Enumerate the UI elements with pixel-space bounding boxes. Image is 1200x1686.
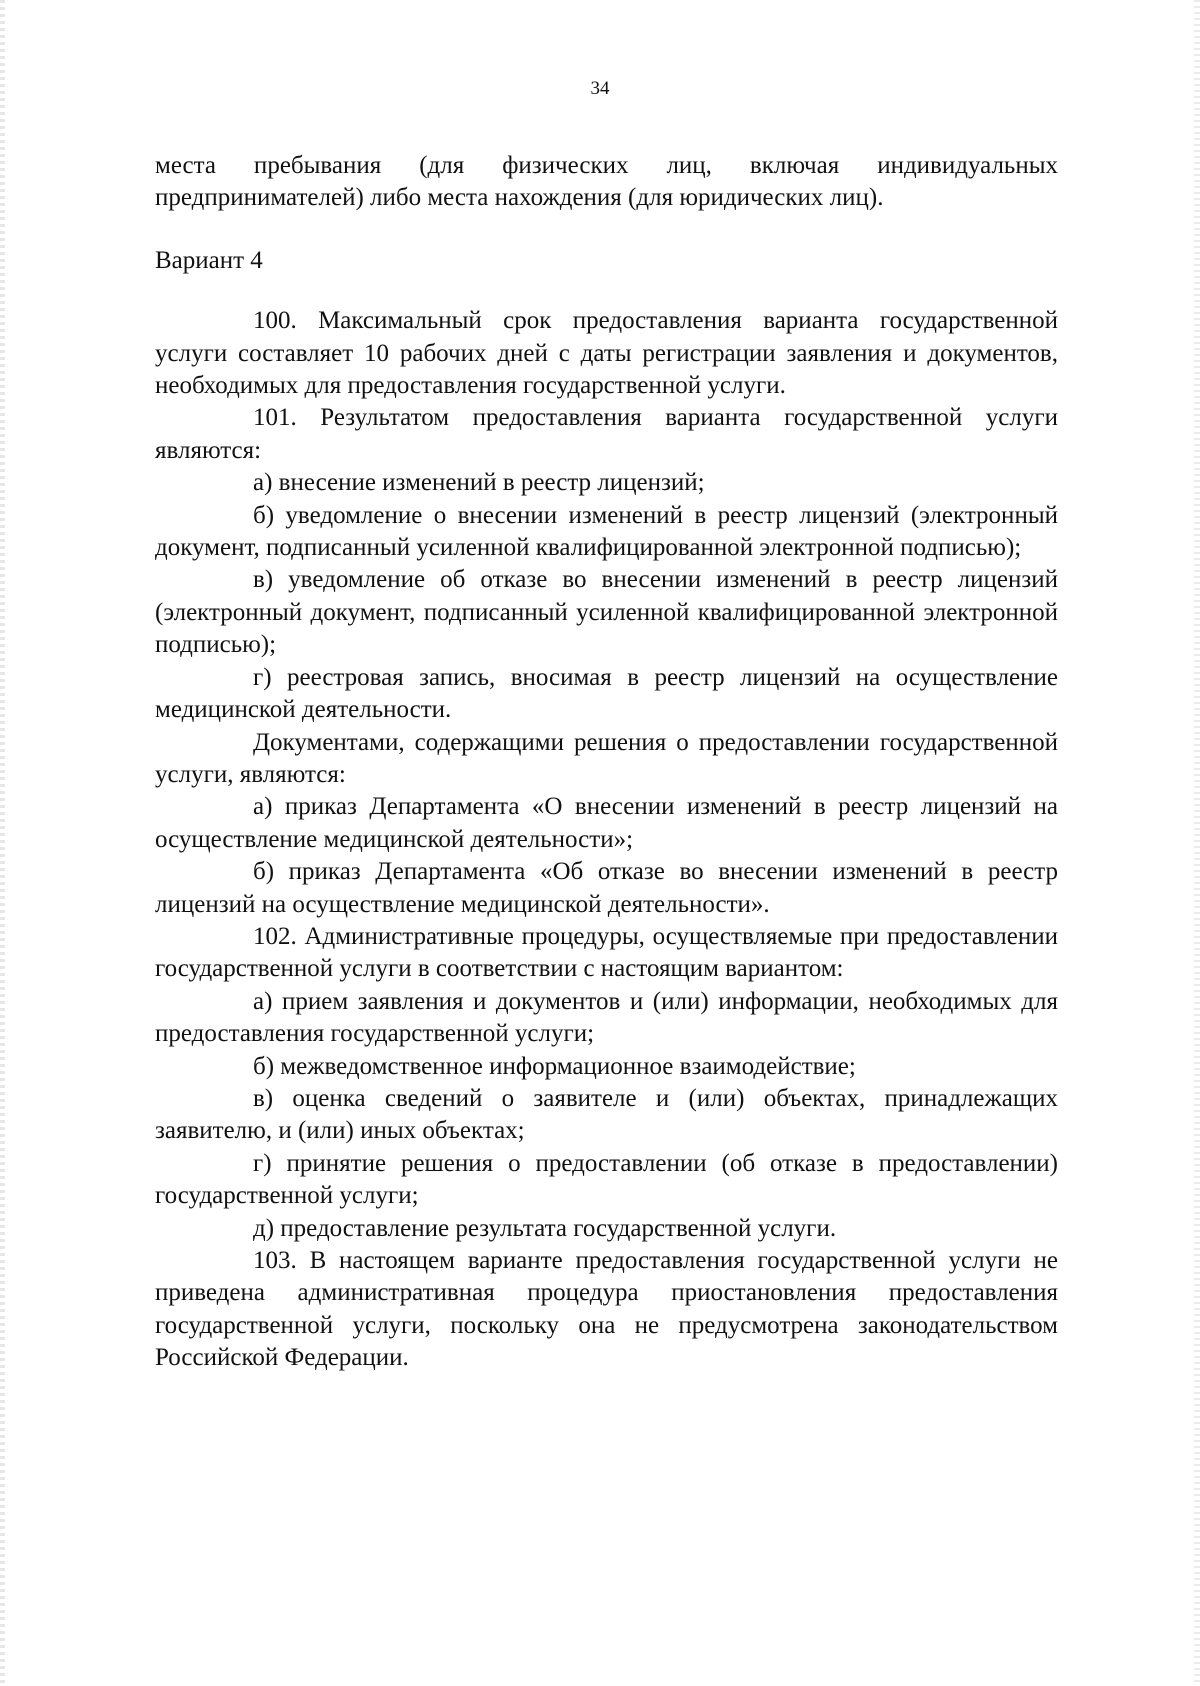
list-item-101a: а) внесение изменений в реестр лицензий; [253,469,705,497]
list-item-101v: в) уведомление об отказе во внесении изменений в реестр лицензий (электронный документ, подписанный усиленной квалифицированной электронной подписью); [155,566,1058,659]
list-item-102d: д) предоставление результата государственной услуги. [253,1214,837,1242]
paragraph-continuation: места пребывания (для физических лиц, включая индивидуальных предпринимателей) либо места нахождения (для юридических лиц). [155,152,1058,212]
page-number: 34 [590,78,610,99]
list-item-102b: б) межведомственное информационное взаимодействие; [253,1052,856,1080]
list-item-doc-b: б) приказ Департамента «Об отказе во внесении изменений в реестр лицензий на осуществление медицинской деятельности». [155,858,1058,918]
scan-edge-right [1194,0,1200,1686]
scan-edge-left [0,0,5,1686]
list-item-101g: г) реестровая запись, вносимая в реестр лицензий на осуществление медицинской деятельности. [155,663,1058,724]
section-heading: Вариант 4 [155,246,263,274]
paragraph-documents: Документами, содержащими решения о предоставлении государственной услуги, являются: [155,728,1058,788]
list-item-101b: б) уведомление о внесении изменений в реестр лицензий (электронный документ, подписанный усиленной квалифицированной электронной подписью); [155,501,1058,562]
list-item-102v: в) оценка сведений о заявителе и (или) объектах, принадлежащих заявителю, и (или) иных объектах; [155,1084,1058,1145]
document-body [155,150,1058,1375]
paragraph-101: 101. Результатом предоставления варианта государственной услуги являются: [155,404,1058,464]
paragraph-103: 103. В настоящем варианте предоставления государственной услуги не приведена административная процедура приостановления предоставления государственной услуги, поскольку она не предусмотрена законодательством Российской Федерации. [155,1247,1058,1372]
paragraph-100: 100. Максимальный срок предоставления варианта государственной услуги составляет 10 рабочих дней с даты регистрации заявления и документов, необходимых для предоставления государственной услуги. [155,307,1058,400]
paragraph-102: 102. Административные процедуры, осуществляемые при предоставлении государственной услуги в соответствии с настоящим вариантом: [155,922,1058,983]
list-item-doc-a: а) приказ Департамента «О внесении изменений в реестр лицензий на осуществление медицинской деятельности»; [155,793,1058,853]
list-item-102g: г) принятие решения о предоставлении (об отказе в предоставлении) государственной услуги; [155,1149,1058,1210]
list-item-102a: а) прием заявления и документов и (или) информации, необходимых для предоставления государственной услуги; [155,987,1058,1048]
